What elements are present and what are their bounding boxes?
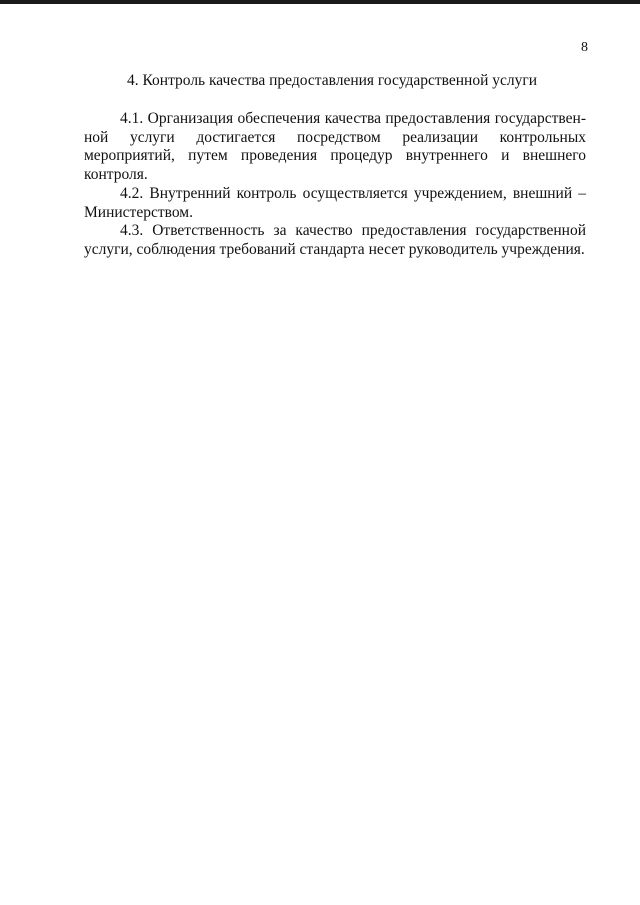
page-number: 8 [581, 40, 588, 55]
scan-top-edge [0, 0, 640, 4]
paragraph-4-2: 4.2. Внутренний контроль осуществляется учреждением, внешний – Министерством. [84, 184, 586, 221]
section-body [84, 110, 586, 260]
section-heading: 4. Контроль качества предоставления государственной услуги [126, 72, 538, 89]
paragraph-4-1: 4.1. Организация обеспечения качества предоставления государственной услуги достигается посредством реализации контрольных мероприятий, путем проведения процедур внутреннего и внешнего контроля. [84, 110, 586, 184]
paragraph-4-3: 4.3. Ответственность за качество предоставления государственной услуги, соблюдения требований стандарта несет руководитель учреждения. [84, 222, 586, 258]
